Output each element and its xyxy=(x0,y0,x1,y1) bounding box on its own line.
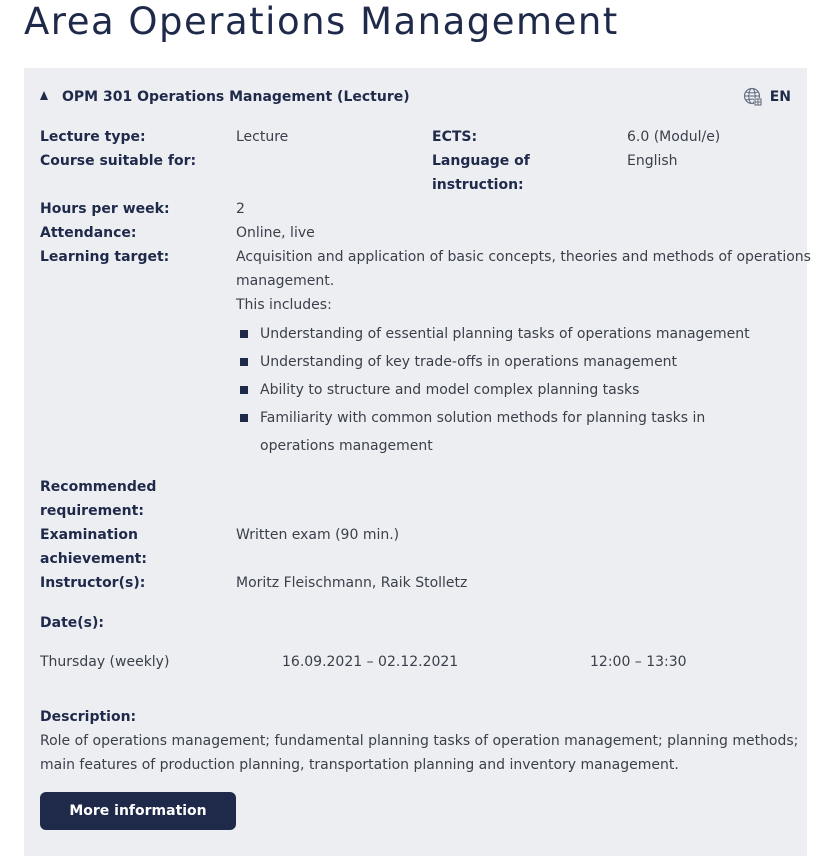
exam-value: Written exam (90 min.) xyxy=(236,527,400,543)
language-value: English xyxy=(627,153,678,169)
description-label: Description: xyxy=(40,709,137,725)
page-title: Area Operations Management xyxy=(24,0,619,43)
globe-icon xyxy=(743,87,763,107)
attendance-value: Online, live xyxy=(236,225,315,241)
date-time: 12:00 – 13:30 xyxy=(590,654,687,670)
suitable-label: Course suitable for: xyxy=(40,153,197,169)
learning-intro-line1: Acquisition and application of basic concepts, theories and methods of operations xyxy=(236,249,811,265)
date-range: 16.09.2021 – 02.12.2021 xyxy=(282,654,459,670)
learning-target-label: Learning target: xyxy=(40,249,170,265)
learning-bullets xyxy=(236,320,776,460)
course-card xyxy=(24,68,811,856)
dates-label: Date(s): xyxy=(40,615,104,631)
list-item: Familiarity with common solution methods for planning tasks in operations management xyxy=(236,404,776,460)
lecture-type-label: Lecture type: xyxy=(40,129,146,145)
ects-value: 6.0 (Modul/e) xyxy=(627,129,721,145)
square-bullet-icon xyxy=(240,330,248,338)
list-item: Understanding of key trade-offs in operations management xyxy=(236,348,776,376)
list-item: Understanding of essential planning tasks of operations management xyxy=(236,320,776,348)
language-label-line1: Language of xyxy=(432,153,530,169)
attendance-label: Attendance: xyxy=(40,225,137,241)
square-bullet-icon xyxy=(240,414,248,422)
language-label-line2: instruction: xyxy=(432,177,524,193)
ects-label: ECTS: xyxy=(432,129,478,145)
caret-up-icon[interactable] xyxy=(40,91,48,100)
learning-includes: This includes: xyxy=(236,297,332,313)
square-bullet-icon xyxy=(240,358,248,366)
list-item: Ability to structure and model complex planning tasks xyxy=(236,376,776,404)
learning-intro-line2: management. xyxy=(236,273,335,289)
recommended-label-line2: requirement: xyxy=(40,503,144,519)
course-header[interactable] xyxy=(40,85,791,109)
exam-label-line1: Examination xyxy=(40,527,138,543)
hours-value: 2 xyxy=(236,201,245,217)
square-bullet-icon xyxy=(240,386,248,394)
exam-label-line2: achievement: xyxy=(40,551,147,567)
language-code: EN xyxy=(769,89,791,105)
lecture-type-value: Lecture xyxy=(236,129,289,145)
course-title[interactable]: OPM 301 Operations Management (Lecture) xyxy=(62,89,410,105)
description-line1: Role of operations management; fundamental planning tasks of operation management; planning methods; xyxy=(40,733,799,749)
instructors-label: Instructor(s): xyxy=(40,575,146,591)
language-indicator xyxy=(743,85,791,109)
recommended-label-line1: Recommended xyxy=(40,479,157,495)
description-line2: main features of production planning, transportation planning and inventory management. xyxy=(40,757,679,773)
date-day: Thursday (weekly) xyxy=(40,654,170,670)
instructors-value: Moritz Fleischmann, Raik Stolletz xyxy=(236,575,468,591)
hours-label: Hours per week: xyxy=(40,201,170,217)
more-information-button[interactable]: More information xyxy=(40,792,236,830)
